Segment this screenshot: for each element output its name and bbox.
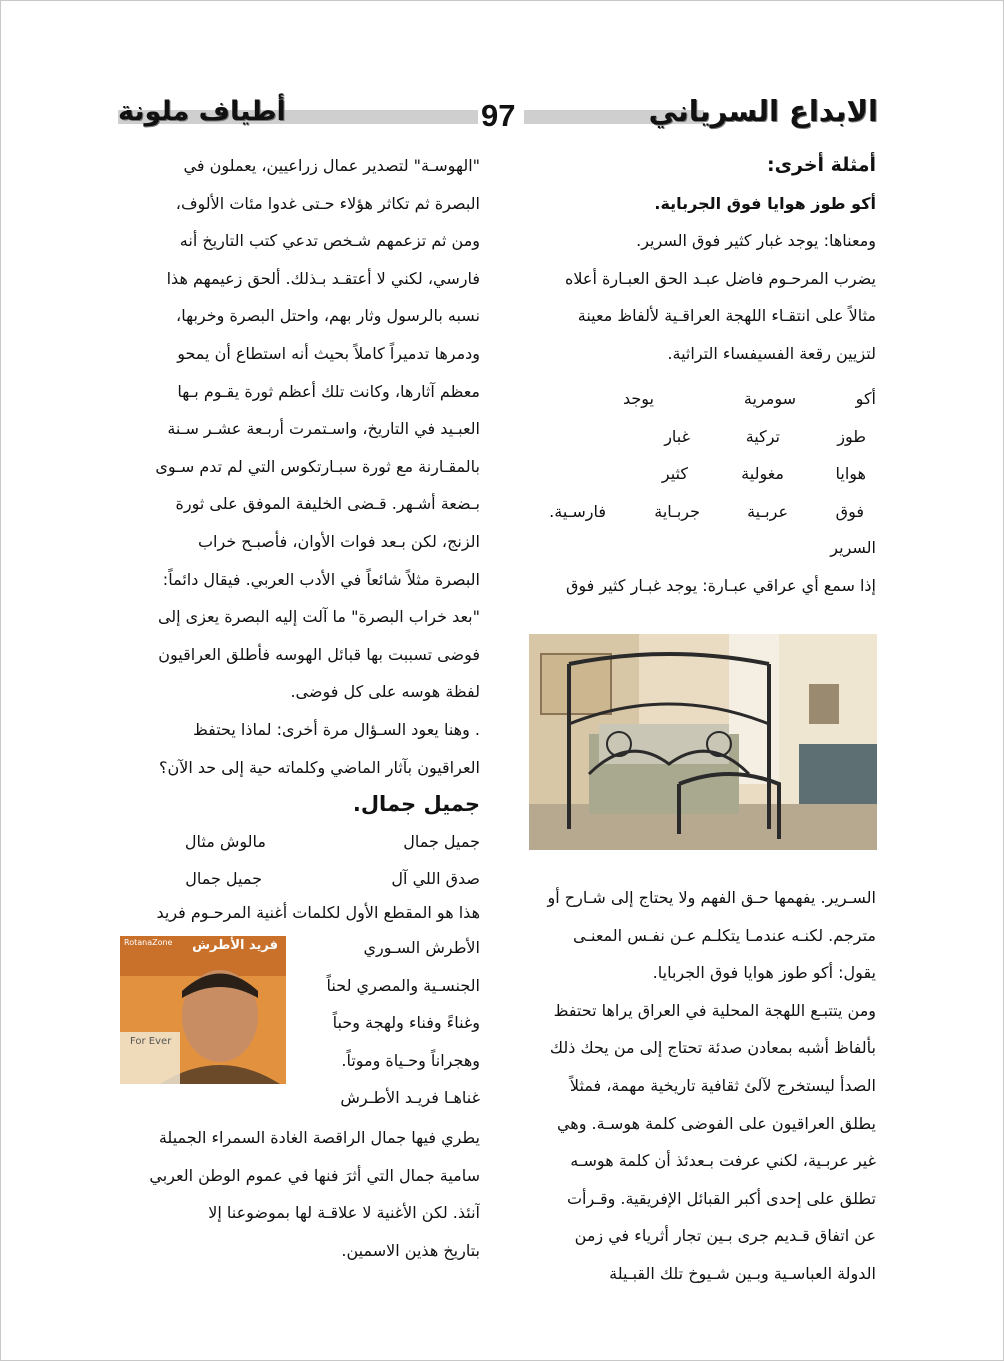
left-column (112, 147, 480, 824)
farid-album-cover (120, 936, 286, 1084)
text-line: يضرب المرحـوم فاضل عبـد الحق العبـارة أعلاه (564, 268, 876, 288)
vocab-row (508, 380, 876, 418)
text-line: السرير (830, 538, 876, 557)
text-line: يقول: أكو طوز هوايا فوق الجربايا. (652, 963, 876, 983)
text-line: مترجم. لكنـه عندمـا يتكلـم عـن نفـس المعنـى (572, 925, 876, 945)
text-line: مثالاً على انتقـاء اللهجة العراقـية لألفاظ معينة (577, 306, 876, 326)
text-line: وهجراناً وحـياة وموتاً. (341, 1050, 480, 1070)
section-title: أطياف ملونة (118, 96, 286, 127)
text-line: وغناءً وفناء ولهجة وحباً (332, 1013, 480, 1033)
album-logo: RotanaZone (124, 938, 173, 947)
album-title: فريد الأطرش (192, 938, 278, 953)
vocab-meaning: غبار (664, 426, 690, 446)
text-line: يطلق العراقيون على الفوضى كلمة هوسـة. وهي (556, 1113, 876, 1133)
text-line: نسبه بالرسول وثار بهم، واحتل البصرة وخربها، (176, 306, 480, 326)
text-line: السـرير. يفهمها حـق الفهم ولا يحتاج إلى شـارح أو (547, 888, 876, 907)
album-subtitle: For Ever (130, 1036, 172, 1047)
text-line: الجنسـية والمصري لحناً (326, 975, 480, 995)
vocab-origin: تركية (745, 426, 780, 446)
text-line: الدولة العباسـية وبـين شـيوخ تلك القبـيلة (609, 1263, 876, 1283)
examples-heading: أمثلة أخرى: (767, 154, 876, 176)
text-line: آنئذ. لكن الأغنية لا علاقـة لها بموضوعنا إلا (208, 1203, 480, 1223)
vocab-meaning: يوجد (622, 389, 654, 408)
text-line: أكو طوز هوايا فوق الجرباية. (654, 193, 876, 213)
text-line: الصدأ ليستخرج لآلئ ثقافية تاريخية مهمة، فمثلاً (569, 1075, 876, 1095)
vocab-extra: فارسـية. (549, 501, 606, 521)
text-line: الزنج، لكن بـعد فوات الأوان، فأصبـح خراب (197, 531, 480, 551)
page-number: 97 (481, 98, 516, 133)
vocab-word: هوايا (835, 464, 866, 484)
bed-photo-illustration (529, 634, 877, 850)
right-column (508, 147, 876, 373)
bed-photo (529, 634, 877, 850)
vocab-table (508, 380, 876, 530)
farid-caption-block (298, 929, 480, 1117)
text-line: يطري فيها جمال الراقصة الغادة السمراء الجميلة (158, 1128, 480, 1147)
vocab-row (508, 493, 876, 531)
text-line: العبـيد في التاريخ، واسـتمرت أربـعة عشـر سـنة (167, 419, 480, 439)
text-line: فوضى تسببت بها قبائل الهوسه فأطلق العراقيون (158, 644, 480, 664)
text-line: . وهنا يعود السـؤال مرة أخرى: لماذا يحتفظ (192, 719, 480, 739)
song-heading: جميل جمال. (352, 792, 480, 817)
text-line: إذا سمع أي عراقي عبـارة: يوجد غبـار كثير فوق (565, 575, 876, 595)
text-line: سامية جمال التي أثرَ فنها في عموم الوطن العربي (149, 1165, 480, 1185)
song-intro (112, 894, 480, 932)
text-line: ودمرها تدميراً كاملاً بحيث أنه استطاع أن يمحو (177, 343, 480, 363)
text-line: "بعد خراب البصرة" ما آلت إليه البصرة يعزى إلى (157, 607, 480, 627)
text-line: لفظة هوسه على كل فوضى. (290, 682, 480, 702)
text-line: تطلق على إحدى أكبر القبائل الإفريقية. وقـرأت (566, 1188, 876, 1208)
text-line: بألفاظ أشبه بمعادن صدئة تحتاج إلى من يحك ذلك (549, 1038, 876, 1058)
closing-paragraph (112, 1119, 480, 1269)
text-line: بالمقـارنة مع ثورة سبـارتكوس التي لم تدم سـوى (155, 456, 480, 476)
vocab-origin: عربـية (747, 501, 788, 521)
text-line: غناهـا فريـد الأطـرش (340, 1088, 480, 1108)
vocab-meaning: كثير (661, 464, 688, 484)
text-line: ومن ثم تزعمهم شـخص تدعي كتب التاريخ أنه (179, 231, 480, 251)
vocab-row (508, 418, 876, 456)
text-line: فارسي، لكني لا أعتقـد بـذلك. ألحق زعيمهم هذا (166, 268, 480, 288)
text-line: غير عربـية، لكني عرفت بـعدئذ أن كلمة هوسـه (570, 1151, 876, 1171)
text-line: معظم آثارها، وكانت تلك أعظم ثورة يقـوم بـها (177, 381, 480, 401)
vocab-origin: مغولية (741, 464, 784, 484)
magazine-title: الابداع السرياني (648, 94, 878, 128)
text-line: هذا هو المقطع الأول لكلمات أغنية المرحـوم فريد (156, 903, 480, 922)
song-line (112, 823, 480, 860)
song-verse: جميل جمال (185, 869, 262, 888)
album-cover-illustration (120, 936, 286, 1084)
text-line: ومن يتتبـع اللهجة المحلية في العراق يراها تحتفظ (553, 1000, 876, 1020)
text-line: لتزيين رقعة الفسيفساء التراثية. (667, 343, 876, 363)
vocab-word: طوز (837, 426, 866, 446)
text-line: ومعناها: يوجد غبار كثير فوق السرير. (636, 231, 876, 251)
vocab-word: أكو (855, 389, 876, 408)
vocab-word: فوق (835, 501, 864, 521)
song-verse: جميل جمال (403, 832, 480, 851)
text-line: الأطرش السـوري (363, 938, 480, 957)
song-verse: صدق اللي آل (391, 869, 480, 888)
text-line: بتاريخ هذين الاسمين. (341, 1240, 480, 1260)
text-line: البصرة مثلاً شائعاً في الأدب العربي. فيقال دائماً: (162, 569, 480, 589)
text-line: العراقيون بآثار الماضي وكلماته حية إلى حد الآن؟ (158, 757, 480, 777)
text-line: بـضعة أشـهر. قـضى الخليفة الموفق على ثورة (175, 494, 480, 514)
text-line: البصرة ثم تكاثر هؤلاء حـتى غدوا مئات الألوف، (175, 193, 480, 213)
song-verse: مالوش مثال (184, 832, 266, 851)
vocab-row (508, 455, 876, 493)
text-line: "الهوسـة" لتصدير عمال زراعيين، يعملون في (183, 156, 480, 175)
right-column-continued (508, 879, 876, 1293)
vocab-meaning: جربـاية (654, 501, 700, 521)
vocab-origin: سومرية (743, 389, 796, 408)
text-line: عن اتفاق قـديم جرى بـين تجار أثرياء في زمن (574, 1226, 876, 1246)
right-column-after-vocab (508, 529, 876, 604)
song-line (112, 860, 480, 897)
